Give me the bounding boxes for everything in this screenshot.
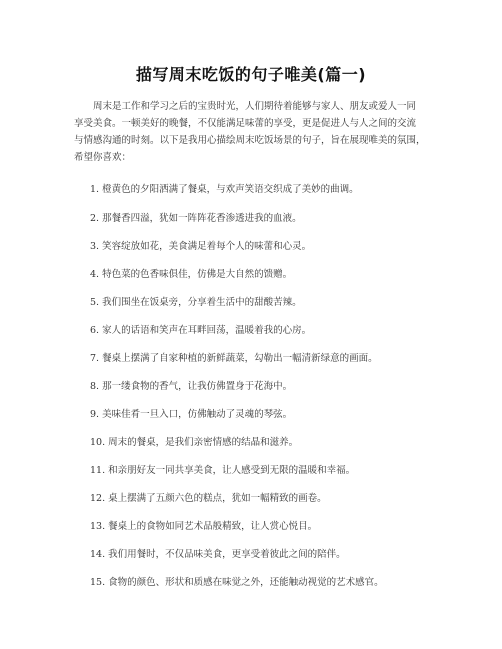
- list-item: 11. 和亲朋好友一同共享美食，让人感受到无限的温暖和幸福。: [90, 465, 356, 476]
- list-item: 2. 那餐香四溢，犹如一阵阵花香渗透进我的血液。: [90, 213, 302, 224]
- list-item: 14. 我们用餐时，不仅品味美食，更享受着彼此之间的陪伴。: [90, 549, 346, 560]
- list-item: 12. 桌上摆满了五颜六色的糕点，犹如一幅精致的画卷。: [90, 493, 327, 504]
- intro-line: 与情感沟通的时刻。以下是我用心描绘周末吃饭场景的句子，旨在展现唯美的氛围，: [74, 135, 426, 146]
- intro-line: 希望你喜欢：: [74, 152, 132, 163]
- intro-line: 周末是工作和学习之后的宝贵时光，人们期待着能够与家人、朋友或爱人一同: [93, 101, 417, 112]
- list-item: 15. 食物的颜色、形状和质感在味觉之外，还能触动视觉的艺术感官。: [90, 577, 384, 588]
- list-item: 5. 我们围坐在饭桌旁，分享着生活中的甜酸苦辣。: [90, 297, 302, 308]
- list-item: 13. 餐桌上的食物如同艺术品般精致，让人赏心悦目。: [90, 521, 318, 532]
- list-item: 1. 橙黄色的夕阳洒满了餐桌，与欢声笑语交织成了美妙的曲调。: [90, 184, 359, 195]
- list-item: 3. 笑容绽放如花，美食满足着每个人的味蕾和心灵。: [90, 241, 312, 252]
- list-item: 10. 周末的餐桌，是我们亲密情感的结晶和滋养。: [90, 437, 299, 448]
- intro-line: 享受美食。一顿美好的晚餐，不仅能满足味蕾的享受，更是促进人与人之间的交流: [74, 118, 417, 129]
- list-item: 8. 那一缕食物的香气，让我仿佛置身于花海中。: [90, 381, 293, 392]
- intro-paragraph: [74, 98, 444, 166]
- list-item: 9. 美味佳肴一旦入口，仿佛触动了灵魂的琴弦。: [90, 409, 293, 420]
- list-item: 4. 特色菜的色香味俱佳，仿佛是大自然的馈赠。: [90, 269, 293, 280]
- list-item: 7. 餐桌上摆满了自家种植的新鲜蔬菜，勾勒出一幅清新绿意的画面。: [90, 353, 378, 364]
- document-title: 描写周末吃饭的句子唯美(篇一): [135, 65, 367, 84]
- list-item: 6. 家人的话语和笑声在耳畔回荡，温暖着我的心房。: [90, 325, 312, 336]
